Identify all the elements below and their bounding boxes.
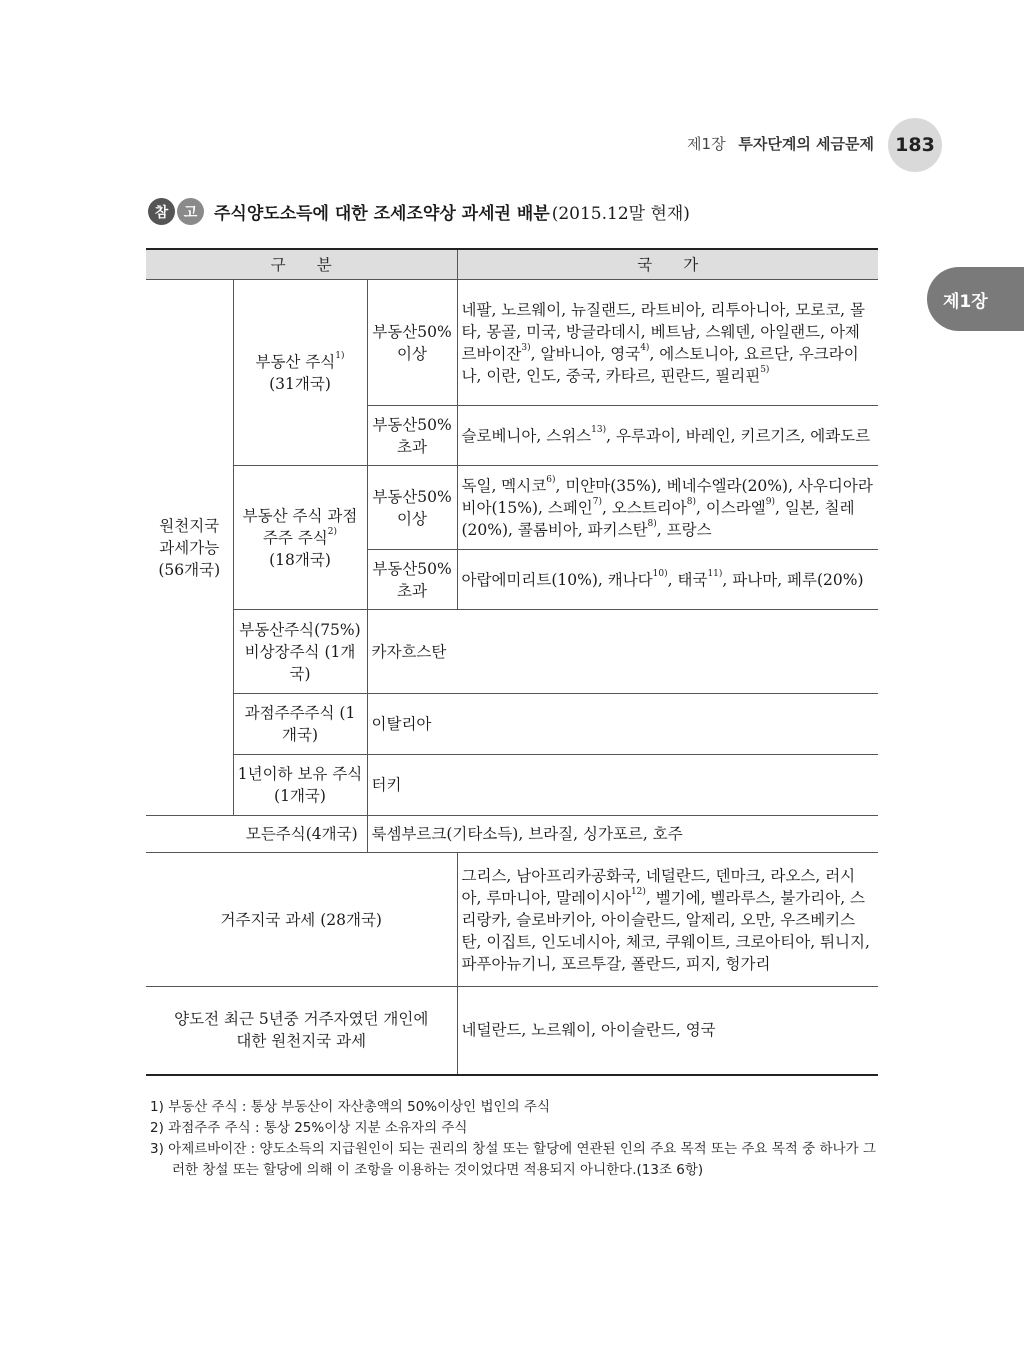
residence-label: 거주지국 과세 (28개국) bbox=[146, 853, 457, 987]
major-cond-50-exceed: 부동산50% 초과 bbox=[367, 550, 457, 610]
header-country: 국 가 bbox=[457, 249, 878, 280]
page-number: 183 bbox=[888, 118, 942, 172]
section-title-date: (2015.12말 현재) bbox=[551, 204, 690, 224]
major-shareholder-label: 부동산 주식 과점주주 주식$^{2)}$ (18개국) bbox=[233, 466, 367, 610]
footnote-2: 2) 과점주주 주식 : 통상 25%이상 지분 소유자의 주식 bbox=[150, 1120, 468, 1136]
major-cond-50-over: 부동산50% 이상 bbox=[367, 466, 457, 550]
tax-allocation-table bbox=[146, 248, 878, 1076]
footnotes bbox=[150, 1097, 878, 1181]
reference-badge-1: 참 bbox=[148, 198, 175, 225]
all-shares-countries: 룩셈부르크(기타소득), 브라질, 싱가포르, 호주 bbox=[367, 816, 878, 853]
unlisted-countries: 카자흐스탄 bbox=[367, 610, 878, 694]
source-country-group: 원천지국 과세가능 (56개국) bbox=[146, 280, 233, 816]
all-shares-label: 모든주식(4개국) bbox=[146, 816, 367, 853]
one-year-countries: 터키 bbox=[367, 755, 878, 816]
majority-label: 과점주주주식 (1개국) bbox=[233, 694, 367, 755]
header-category: 구 분 bbox=[146, 249, 457, 280]
running-header-chapter: 제1장 bbox=[687, 135, 726, 153]
former-resident-label: 양도전 최근 5년중 거주자였던 개인에 대한 원천지국 과세 bbox=[146, 987, 457, 1075]
former-resident-countries: 네덜란드, 노르웨이, 아이슬란드, 영국 bbox=[457, 987, 878, 1075]
footnote-3: 3) 아제르바이잔 : 양도소득의 지급원인이 되는 권리의 창설 또는 할당에 연관된 인의 주요 목적 또는 주요 목적 중 하나가 그러한 창설 또는 할당에 의해 이 조항을 이용하는 것이었다면 적용되지 아니한다.(13조 6항) bbox=[150, 1141, 876, 1178]
section-title bbox=[148, 198, 690, 225]
residence-countries: 그리스, 남아프리카공화국, 네덜란드, 덴마크, 라오스, 러시아, 루마니아, 말레이시아$^{12)}$, 벨기에, 벨라루스, 불가리아, 스리랑카, 슬로바키아, 아이슬란드, 알제리, 오만, 우즈베키스탄, 이집트, 인도네시아, 체코, 쿠웨이트, 크로아티아, 튀니지, 파푸아뉴기니, 포르투갈, 폴란드, 피지, 헝가리 bbox=[457, 853, 878, 987]
unlisted-label: 부동산주식(75%) 비상장주식 (1개국) bbox=[233, 610, 367, 694]
chapter-tab: 제1장 bbox=[927, 267, 1024, 331]
section-title-text: 주식양도소득에 대한 조세조약상 과세권 배분 bbox=[214, 204, 550, 224]
major-countries-1: 독일, 멕시코$^{6)}$, 미얀마(35%), 베네수엘라(20%), 사우디아라비아(15%), 스페인$^{7)}$, 오스트리아$^{8)}$, 이스라엘$^{9)}$, 일본, 칠레(20%), 콜롬비아, 파키스탄$^{8)}$, 프랑스 bbox=[457, 466, 878, 550]
realestate-cond-50-exceed: 부동산50% 초과 bbox=[367, 406, 457, 466]
reference-badge-2: 고 bbox=[177, 198, 204, 225]
one-year-label: 1년이하 보유 주식(1개국) bbox=[233, 755, 367, 816]
running-header-title: 투자단계의 세금문제 bbox=[738, 135, 874, 153]
realestate-label: 부동산 주식$^{1)}$ (31개국) bbox=[233, 280, 367, 466]
running-header bbox=[687, 133, 874, 154]
majority-countries: 이탈리아 bbox=[367, 694, 878, 755]
realestate-cond-50-over: 부동산50% 이상 bbox=[367, 280, 457, 406]
realestate-countries-1: 네팔, 노르웨이, 뉴질랜드, 라트비아, 리투아니아, 모로코, 몰타, 몽골, 미국, 방글라데시, 베트남, 스웨덴, 아일랜드, 아제르바이잔$^{3)}$, 알바니아, 영국$^{4)}$, 에스토니아, 요르단, 우크라이나, 이란, 인도, 중국, 카타르, 핀란드, 필리핀$^{5)}$ bbox=[457, 280, 878, 406]
footnote-1: 1) 부동산 주식 : 통상 부동산이 자산총액의 50%이상인 법인의 주식 bbox=[150, 1099, 551, 1115]
realestate-countries-2: 슬로베니아, 스위스$^{13)}$, 우루과이, 바레인, 키르기즈, 에콰도르 bbox=[457, 406, 878, 466]
major-countries-2: 아랍에미리트(10%), 캐나다$^{10)}$, 태국$^{11)}$, 파나마, 페루(20%) bbox=[457, 550, 878, 610]
